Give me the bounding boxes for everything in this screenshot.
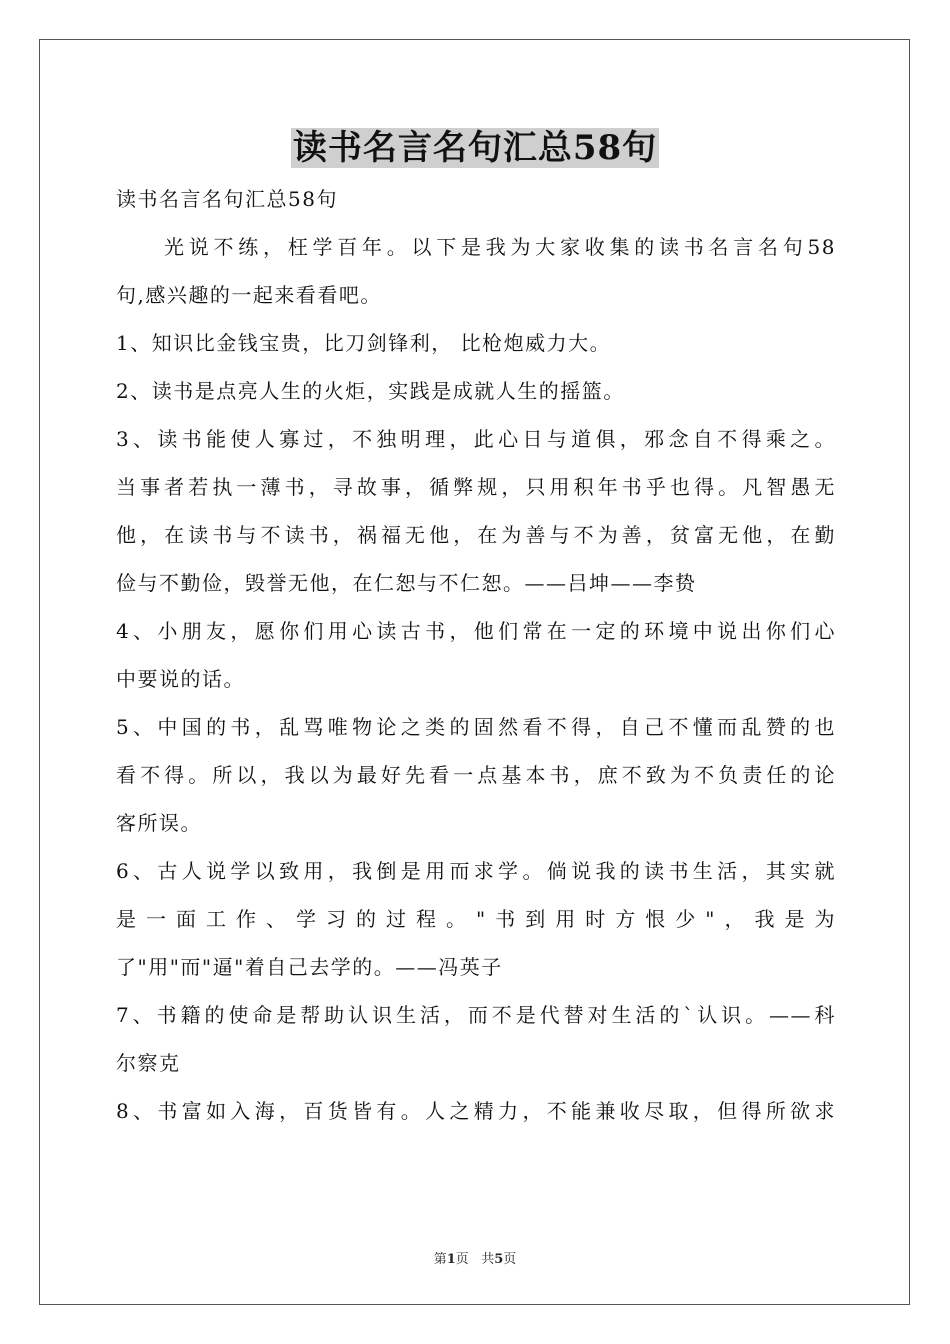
- quote-line: 中要说的话。: [116, 667, 245, 691]
- quote-line: 4、小朋友，愿你们用心读古书，他们常在一定的环境中说出你们心: [116, 619, 836, 643]
- page-footer: [0, 1248, 950, 1267]
- quote-line: 1、知识比金钱宝贵，比刀剑锋利， 比枪炮威力大。: [116, 331, 612, 355]
- quote-line: 了"用"而"逼"着自己去学的。——冯英子: [116, 955, 503, 979]
- footer-page-prefix: 第: [433, 1252, 447, 1267]
- quote-line: 2、读书是点亮人生的火炬，实践是成就人生的摇篮。: [116, 379, 625, 403]
- subtitle-line: 读书名言名句汇总58句: [116, 187, 338, 211]
- document-title: 读书名言名句汇总58句: [292, 128, 658, 168]
- quote-line: 他，在读书与不读书，祸福无他，在为善与不为善，贫富无他，在勤: [116, 523, 836, 547]
- quote-line: 当事者若执一薄书，寻故事，循弊规，只用积年书乎也得。凡智愚无: [116, 475, 836, 499]
- quote-line: 3、读书能使人寡过，不独明理，此心日与道俱，邪念自不得乘之。: [116, 427, 836, 451]
- quote-line: 6、古人说学以致用，我倒是用而求学。倘说我的读书生活，其实就: [116, 859, 836, 883]
- quote-line: 是一面工作、学习的过程。"书到用时方恨少"，我是为: [116, 907, 836, 931]
- footer-page-total: 5: [494, 1252, 504, 1267]
- footer-page-number: 1: [446, 1252, 456, 1267]
- document-body: [116, 184, 836, 1144]
- quote-line: 8、书富如入海，百货皆有。人之精力，不能兼收尽取，但得所欲求: [116, 1099, 836, 1123]
- footer-page-suffix: 页: [503, 1252, 517, 1267]
- intro-line: 句,感兴趣的一起来看看吧。: [116, 283, 382, 307]
- quote-line: 7、书籍的使命是帮助认识生活，而不是代替对生活的`认识。——科: [116, 1003, 836, 1027]
- quote-line: 看不得。所以，我以为最好先看一点基本书，庶不致为不负责任的论: [116, 763, 836, 787]
- intro-line: 光说不练，枉学百年。以下是我为大家收集的读书名言名句58: [164, 235, 836, 259]
- quote-line: 5、中国的书，乱骂唯物论之类的固然看不得，自己不懂而乱赞的也: [116, 715, 836, 739]
- quote-line: 尔察克: [116, 1051, 181, 1075]
- quote-line: 俭与不勤俭，毁誉无他，在仁恕与不仁恕。——吕坤——李贽: [116, 571, 697, 595]
- quote-line: 客所误。: [116, 811, 202, 835]
- footer-page-mid: 页 共: [455, 1252, 495, 1267]
